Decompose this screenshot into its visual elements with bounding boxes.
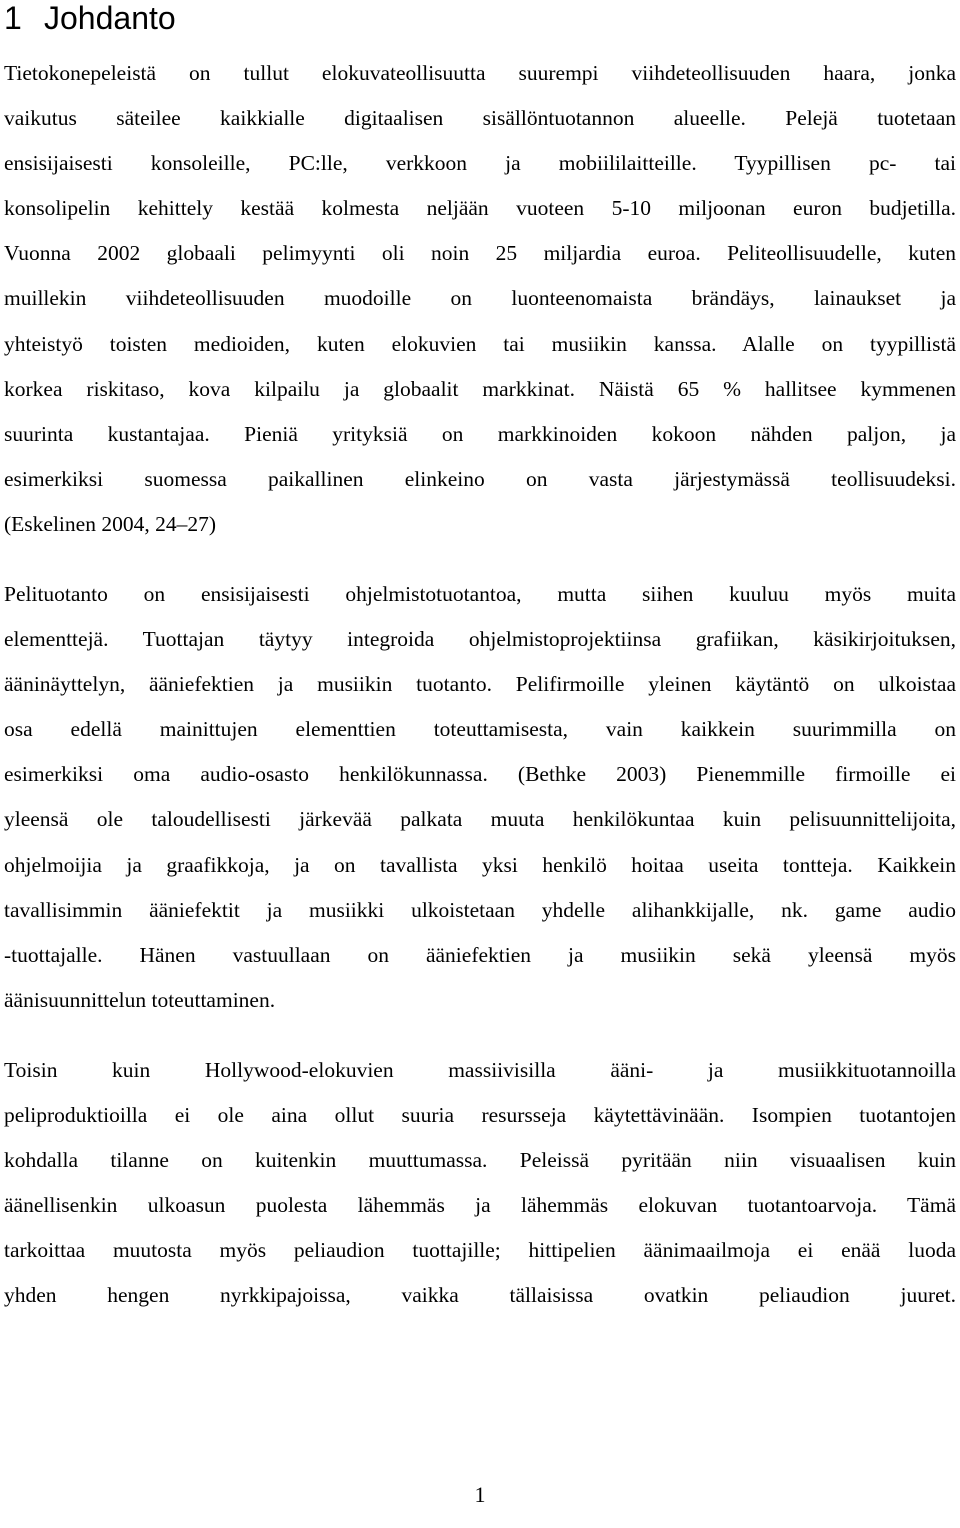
text-line: kohdalla tilanne on kuitenkin muuttumassa. Peleissä pyritään niin visuaalisen kuin [4, 1148, 956, 1173]
text-line: osa edellä mainittujen elementtien toteuttamisesta, vain kaikkein suurimmilla on [4, 717, 956, 742]
text-line: Pelituotanto on ensisijaisesti ohjelmistotuotantoa, mutta siihen kuuluu myös muita [4, 582, 956, 606]
text-line: äänellisenkin ulkoasun puolesta lähemmäs ja lähemmäs elokuvan tuotantoarvoja. Tämä [4, 1193, 956, 1218]
text-line: vaikutus säteilee kaikkialle digitaalisen sisällöntuotannon alueelle. Pelejä tuotetaan [4, 106, 956, 131]
paragraph-intro [4, 51, 956, 547]
text-line: -tuottajalle. Hänen vastuullaan on ääniefektien ja musiikin sekä yleensä myös [4, 942, 956, 967]
text-line: tarkoittaa muutosta myös peliaudion tuottajille; hittipelien äänimaailmoja ei enää luoda [4, 1238, 956, 1263]
text-line: elementtejä. Tuottajan täytyy integroida ohjelmistoprojektiinsa grafiikan, käsikirjoituksen, [4, 627, 956, 652]
text-line: peliproduktioilla ei ole aina ollut suuria resursseja käytettävinään. Isompien tuotantojen [4, 1103, 956, 1128]
text-line: muillekin viihdeteollisuuden muodoille on luonteenomaista brändäys, lainaukset ja [4, 286, 956, 311]
page-number: 1 [474, 1482, 486, 1507]
text-line: yhden hengen nyrkkipajoissa, vaikka tällaisissa ovatkin peliaudion juuret. [4, 1283, 956, 1308]
text-line: yleensä ole taloudellisesti järkevää palkata muuta henkilökuntaa kuin pelisuunnittelijoita, [4, 807, 956, 832]
text-line: suurinta kustantajaa. Pieniä yrityksiä on markkinoiden kokoon nähden paljon, ja [4, 421, 956, 446]
text-line: yhteistyö toisten medioiden, kuten elokuvien tai musiikin kanssa. Alalle on tyypillistä [4, 331, 956, 356]
chapter-number: 1 [4, 0, 22, 36]
text-line: ensisijaisesti konsoleille, PC:lle, verkkoon ja mobiililaitteille. Tyypillisen pc- tai [4, 151, 956, 176]
text-line: korkea riskitaso, kova kilpailu ja globaalit markkinat. Näistä 65 % hallitsee kymmenen [4, 376, 956, 401]
text-line: ohjelmoijia ja graafikkoja, ja on tavallista yksi henkilö hoitaa useita tontteja. Kaikkein [4, 852, 956, 877]
text-line: esimerkiksi suomessa paikallinen elinkeino on vasta järjestymässä teollisuudeksi. [4, 466, 956, 491]
paragraph-resources [4, 1048, 956, 1319]
chapter-title: Johdanto [44, 0, 176, 36]
paragraph-production [4, 572, 956, 1023]
text-line: Tietokonepeleistä on tullut elokuvateollisuutta suurempi viihdeteollisuuden haara, jonka [4, 61, 956, 85]
text-line: Toisin kuin Hollywood-elokuvien massiivisilla ääni- ja musiikkituotannoilla [4, 1058, 956, 1082]
text-line: äänisuunnittelun toteuttaminen. [4, 987, 276, 1012]
text-line: ääninäyttelyn, ääniefektien ja musiikin tuotanto. Pelifirmoille yleinen käytäntö on ulkoistaa [4, 672, 956, 697]
text-line: esimerkiksi oma audio-osasto henkilökunnassa. (Bethke 2003) Pienemmille firmoille ei [4, 762, 956, 787]
text-line: Vuonna 2002 globaali pelimyynti oli noin 25 miljardia euroa. Peliteollisuudelle, kuten [4, 241, 956, 266]
text-line: tavallisimmin ääniefektit ja musiikki ulkoistetaan yhdelle alihankkijalle, nk. game audio [4, 897, 956, 922]
text-line: (Eskelinen 2004, 24–27) [4, 511, 216, 536]
text-line: konsolipelin kehittely kestää kolmesta neljään vuoteen 5-10 miljoonan euron budjetilla. [4, 196, 956, 221]
chapter-heading [4, 0, 176, 40]
